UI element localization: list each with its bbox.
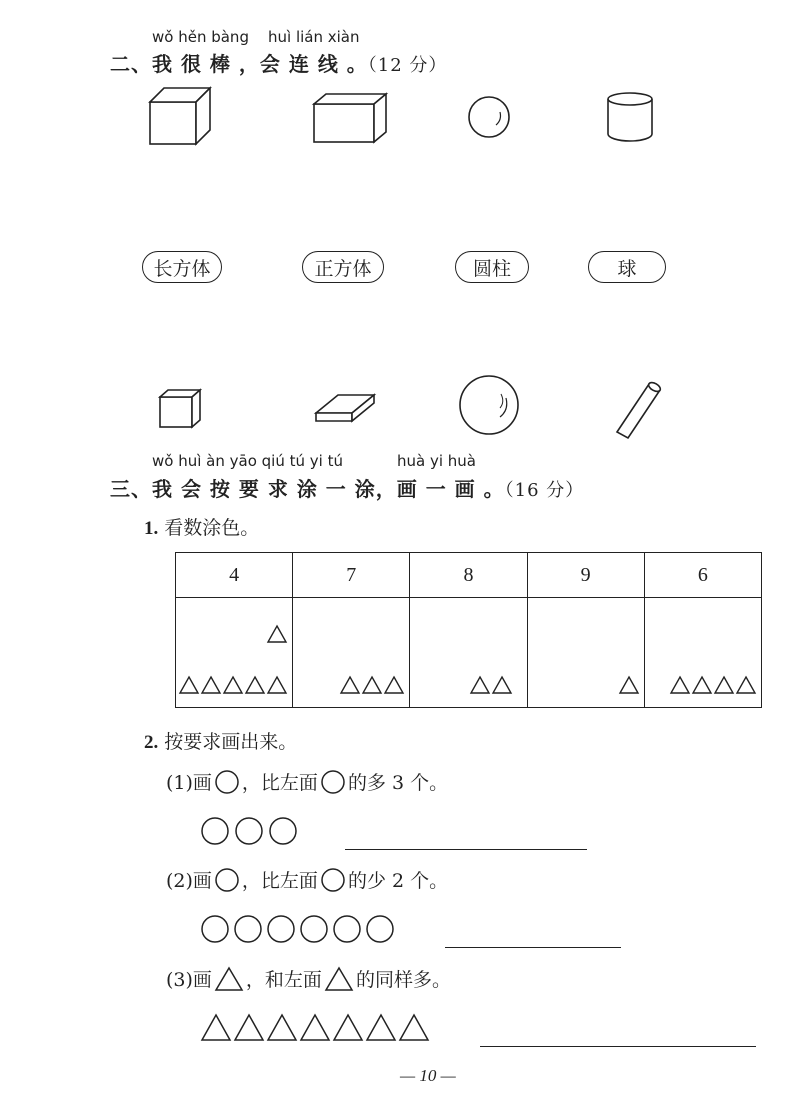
triangle-group xyxy=(469,675,513,695)
flat-box-icon[interactable] xyxy=(312,390,378,426)
pinyin-section3-a: wǒ huì àn yāo qiú tú yi tú xyxy=(152,452,343,470)
triangle-cell[interactable] xyxy=(176,598,293,708)
triangle-cell[interactable] xyxy=(293,598,410,708)
task-2-suffix: 的少 2 个。 xyxy=(347,870,449,892)
question-1-text: 看数涂色。 xyxy=(164,517,260,539)
triangle-group xyxy=(618,675,640,695)
pinyin-section2-a: wǒ hěn bàng xyxy=(152,28,249,46)
answer-line-1[interactable] xyxy=(345,849,587,850)
section2-points: （12 分） xyxy=(367,55,448,76)
question-2-number: 2. xyxy=(144,732,159,753)
triangle-group xyxy=(178,675,288,695)
task-1-instruction xyxy=(166,768,448,795)
label-sphere[interactable]: 球 xyxy=(588,251,666,283)
triangle-cell[interactable] xyxy=(644,598,761,708)
task-2-instruction xyxy=(166,866,448,893)
ball-icon[interactable] xyxy=(466,94,512,140)
cuboid-icon[interactable] xyxy=(310,90,390,146)
circle-icon xyxy=(214,867,240,893)
triangle-row-icon[interactable] xyxy=(669,675,757,695)
section2-heading xyxy=(110,48,447,77)
task-1-prefix: (1)画 xyxy=(166,772,212,794)
cube-icon[interactable] xyxy=(146,86,216,148)
circle-row-icon xyxy=(200,913,400,945)
pinyin-section3-b: huà yi huà xyxy=(397,452,476,470)
triangle-icon[interactable] xyxy=(266,624,288,648)
task-3-mid: ，和左面 xyxy=(245,969,322,991)
tube-icon[interactable] xyxy=(608,376,666,442)
label-cylinder[interactable]: 圆柱 xyxy=(455,251,529,283)
question-2-text: 按要求画出来。 xyxy=(164,731,298,753)
section3-points: （16 分） xyxy=(504,480,585,501)
task-2-mid: ，比左面 xyxy=(241,870,318,892)
pinyin-section2-b: huì lián xiàn xyxy=(268,28,360,46)
section3-heading xyxy=(110,473,584,502)
circle-icon xyxy=(320,867,346,893)
big-ball-icon[interactable] xyxy=(456,372,522,438)
section3-title: 三、我 会 按 要 求 涂 一 涂，画 一 画 。 xyxy=(110,477,505,501)
triangle-group xyxy=(339,675,405,695)
circle-icon xyxy=(214,769,240,795)
triangle-cell[interactable] xyxy=(410,598,527,708)
task-3-instruction xyxy=(166,965,451,992)
triangle-row-icon[interactable] xyxy=(178,675,288,695)
section2-title: 二、我 很 棒 ，会 连 线 。 xyxy=(110,52,368,76)
triangle-icon xyxy=(324,966,354,992)
triangle-row-icon[interactable] xyxy=(469,675,513,695)
table-header-cell: 9 xyxy=(527,553,644,598)
triangle-row-icon[interactable] xyxy=(618,675,640,695)
triangle-cell[interactable] xyxy=(527,598,644,708)
task-3-suffix: 的同样多。 xyxy=(355,969,451,991)
color-count-table xyxy=(175,552,762,708)
answer-line-3[interactable] xyxy=(480,1046,756,1047)
question-1 xyxy=(144,513,259,540)
page-number: — 10 — xyxy=(400,1066,456,1085)
label-cuboid[interactable]: 长方体 xyxy=(142,251,222,283)
task-1-suffix: 的多 3 个。 xyxy=(347,772,449,794)
table-header-cell: 7 xyxy=(293,553,410,598)
task-2-prefix: (2)画 xyxy=(166,870,212,892)
circle-row-icon xyxy=(200,815,300,847)
triangle-group xyxy=(669,675,757,695)
table-header-cell: 4 xyxy=(176,553,293,598)
cylinder-icon[interactable] xyxy=(602,90,658,146)
table-header-cell: 8 xyxy=(410,553,527,598)
triangle-icon xyxy=(214,966,244,992)
table-header-cell: 6 xyxy=(644,553,761,598)
triangle-row-icon xyxy=(200,1012,436,1044)
label-cube[interactable]: 正方体 xyxy=(302,251,384,283)
circle-icon xyxy=(320,769,346,795)
task-3-prefix: (3)画 xyxy=(166,969,212,991)
question-2 xyxy=(144,727,297,754)
triangle-row-icon[interactable] xyxy=(339,675,405,695)
small-cube-icon[interactable] xyxy=(156,387,204,431)
task-1-mid: ，比左面 xyxy=(241,772,318,794)
question-1-number: 1. xyxy=(144,518,159,539)
answer-line-2[interactable] xyxy=(445,947,621,948)
